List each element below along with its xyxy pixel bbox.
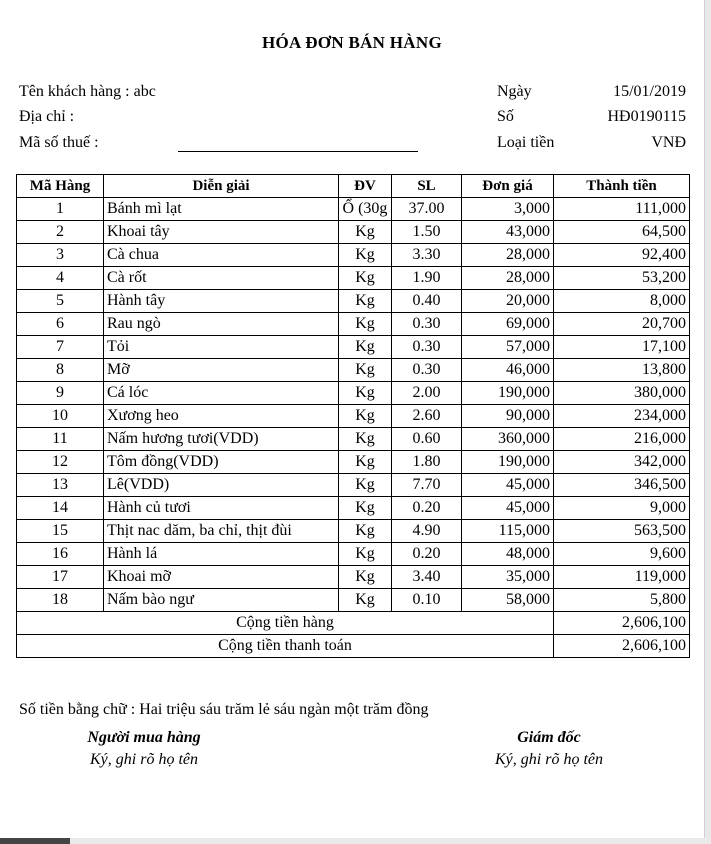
cell-thanh-tien: 342,000 bbox=[554, 451, 690, 474]
table-header-row bbox=[17, 175, 690, 198]
col-header-thanh-tien: Thành tiền bbox=[554, 175, 690, 198]
subtotal-row bbox=[17, 612, 690, 635]
cell-dien-giai: Lê(VDD) bbox=[104, 474, 339, 497]
cell-don-gia: 48,000 bbox=[462, 543, 554, 566]
cell-ma-hang: 14 bbox=[17, 497, 104, 520]
cell-dien-giai: Cá lóc bbox=[104, 382, 339, 405]
cell-ma-hang: 4 bbox=[17, 267, 104, 290]
cell-don-gia: 360,000 bbox=[462, 428, 554, 451]
cell-ma-hang: 16 bbox=[17, 543, 104, 566]
cell-don-gia: 20,000 bbox=[462, 290, 554, 313]
buyer-signature-title: Người mua hàng bbox=[87, 729, 201, 746]
cell-ma-hang: 8 bbox=[17, 359, 104, 382]
cell-don-vi: Kg bbox=[339, 313, 392, 336]
cell-so-luong: 0.30 bbox=[392, 336, 462, 359]
col-header-so-luong: SL bbox=[392, 175, 462, 198]
address-label: Địa chỉ : bbox=[19, 108, 75, 125]
cell-so-luong: 0.10 bbox=[392, 589, 462, 612]
invoice-title: HÓA ĐƠN BÁN HÀNG bbox=[261, 33, 442, 52]
cell-ma-hang: 10 bbox=[17, 405, 104, 428]
table-row bbox=[17, 382, 690, 405]
cell-thanh-tien: 64,500 bbox=[554, 221, 690, 244]
cell-don-gia: 58,000 bbox=[462, 589, 554, 612]
cell-ma-hang: 15 bbox=[17, 520, 104, 543]
cell-ma-hang: 13 bbox=[17, 474, 104, 497]
cell-so-luong: 1.90 bbox=[392, 267, 462, 290]
date-label: Ngày bbox=[497, 83, 532, 100]
cell-dien-giai: Nấm hương tươi(VDD) bbox=[104, 428, 339, 451]
cell-dien-giai: Hành tây bbox=[104, 290, 339, 313]
cell-thanh-tien: 20,700 bbox=[554, 313, 690, 336]
col-header-don-gia: Đơn giá bbox=[462, 175, 554, 198]
table-row bbox=[17, 543, 690, 566]
cell-dien-giai: Tôm đồng(VDD) bbox=[104, 451, 339, 474]
invoice-number-label: Số bbox=[497, 108, 514, 125]
total-row bbox=[17, 635, 690, 658]
cell-dien-giai: Hành lá bbox=[104, 543, 339, 566]
cell-don-vi: Kg bbox=[339, 405, 392, 428]
cell-thanh-tien: 346,500 bbox=[554, 474, 690, 497]
tax-code-blank-line bbox=[178, 151, 418, 152]
cell-don-gia: 90,000 bbox=[462, 405, 554, 428]
cell-ma-hang: 1 bbox=[17, 198, 104, 221]
cell-so-luong: 2.00 bbox=[392, 382, 462, 405]
cell-don-gia: 115,000 bbox=[462, 520, 554, 543]
cell-so-luong: 1.50 bbox=[392, 221, 462, 244]
tax-code-label: Mã số thuế : bbox=[19, 134, 99, 151]
cell-so-luong: 0.20 bbox=[392, 497, 462, 520]
invoice-table bbox=[16, 174, 690, 658]
cell-ma-hang: 5 bbox=[17, 290, 104, 313]
cell-don-vi: Ổ (30g bbox=[339, 198, 392, 221]
cell-thanh-tien: 92,400 bbox=[554, 244, 690, 267]
col-header-dien-giai: Diễn giải bbox=[104, 175, 339, 198]
cell-don-gia: 190,000 bbox=[462, 451, 554, 474]
cell-thanh-tien: 17,100 bbox=[554, 336, 690, 359]
table-row bbox=[17, 198, 690, 221]
subtotal-value: 2,606,100 bbox=[554, 612, 690, 635]
cell-don-vi: Kg bbox=[339, 428, 392, 451]
date-value: 15/01/2019 bbox=[613, 83, 686, 100]
total-value: 2,606,100 bbox=[554, 635, 690, 658]
cell-thanh-tien: 5,800 bbox=[554, 589, 690, 612]
cell-dien-giai: Nấm bào ngư bbox=[104, 589, 339, 612]
cell-don-vi: Kg bbox=[339, 497, 392, 520]
buyer-signature-note: Ký, ghi rõ họ tên bbox=[90, 751, 198, 768]
cell-don-vi: Kg bbox=[339, 566, 392, 589]
cell-thanh-tien: 13,800 bbox=[554, 359, 690, 382]
cell-so-luong: 37.00 bbox=[392, 198, 462, 221]
cell-don-gia: 45,000 bbox=[462, 474, 554, 497]
subtotal-label: Cộng tiền hàng bbox=[17, 612, 554, 635]
table-row bbox=[17, 566, 690, 589]
cell-ma-hang: 17 bbox=[17, 566, 104, 589]
cell-don-gia: 57,000 bbox=[462, 336, 554, 359]
currency-label: Loại tiền bbox=[497, 134, 555, 151]
cell-dien-giai: Xương heo bbox=[104, 405, 339, 428]
cell-don-vi: Kg bbox=[339, 589, 392, 612]
table-row bbox=[17, 589, 690, 612]
cell-so-luong: 4.90 bbox=[392, 520, 462, 543]
cell-don-vi: Kg bbox=[339, 451, 392, 474]
cell-don-vi: Kg bbox=[339, 520, 392, 543]
table-row bbox=[17, 474, 690, 497]
table-row bbox=[17, 359, 690, 382]
invoice-number-value: HĐ0190115 bbox=[607, 108, 686, 125]
col-header-don-vi: ĐV bbox=[339, 175, 392, 198]
cell-dien-giai: Rau ngò bbox=[104, 313, 339, 336]
cell-so-luong: 0.30 bbox=[392, 359, 462, 382]
table-row bbox=[17, 520, 690, 543]
table-row bbox=[17, 313, 690, 336]
cell-thanh-tien: 234,000 bbox=[554, 405, 690, 428]
cell-so-luong: 0.30 bbox=[392, 313, 462, 336]
director-signature-note: Ký, ghi rõ họ tên bbox=[495, 751, 603, 768]
cell-don-gia: 28,000 bbox=[462, 267, 554, 290]
cell-dien-giai: Thịt nac dăm, ba chỉ, thịt đùi bbox=[104, 520, 339, 543]
cell-don-vi: Kg bbox=[339, 336, 392, 359]
cell-thanh-tien: 53,200 bbox=[554, 267, 690, 290]
cell-thanh-tien: 9,000 bbox=[554, 497, 690, 520]
cell-dien-giai: Khoai tây bbox=[104, 221, 339, 244]
cell-don-gia: 35,000 bbox=[462, 566, 554, 589]
cell-so-luong: 7.70 bbox=[392, 474, 462, 497]
table-row bbox=[17, 336, 690, 359]
cell-don-vi: Kg bbox=[339, 543, 392, 566]
cell-don-gia: 190,000 bbox=[462, 382, 554, 405]
cell-dien-giai: Khoai mỡ bbox=[104, 566, 339, 589]
cell-so-luong: 0.20 bbox=[392, 543, 462, 566]
cell-thanh-tien: 111,000 bbox=[554, 198, 690, 221]
window-right-edge bbox=[704, 0, 711, 844]
table-row bbox=[17, 244, 690, 267]
amount-in-words: Số tiền bằng chữ : Hai triệu sáu trăm lẻ sáu ngàn một trăm đồng bbox=[19, 701, 429, 718]
cell-thanh-tien: 380,000 bbox=[554, 382, 690, 405]
cell-so-luong: 3.30 bbox=[392, 244, 462, 267]
cell-ma-hang: 18 bbox=[17, 589, 104, 612]
cell-thanh-tien: 8,000 bbox=[554, 290, 690, 313]
cell-ma-hang: 7 bbox=[17, 336, 104, 359]
cell-don-gia: 69,000 bbox=[462, 313, 554, 336]
table-row bbox=[17, 267, 690, 290]
cell-so-luong: 0.40 bbox=[392, 290, 462, 313]
cell-don-vi: Kg bbox=[339, 359, 392, 382]
cell-don-vi: Kg bbox=[339, 244, 392, 267]
table-row bbox=[17, 497, 690, 520]
cell-don-gia: 46,000 bbox=[462, 359, 554, 382]
cell-ma-hang: 11 bbox=[17, 428, 104, 451]
cell-don-gia: 45,000 bbox=[462, 497, 554, 520]
cell-thanh-tien: 9,600 bbox=[554, 543, 690, 566]
cell-don-vi: Kg bbox=[339, 221, 392, 244]
cell-so-luong: 2.60 bbox=[392, 405, 462, 428]
table-row bbox=[17, 405, 690, 428]
cell-dien-giai: Hành củ tươi bbox=[104, 497, 339, 520]
cell-ma-hang: 6 bbox=[17, 313, 104, 336]
window-bottom-tab bbox=[0, 838, 70, 844]
cell-so-luong: 1.80 bbox=[392, 451, 462, 474]
cell-don-gia: 28,000 bbox=[462, 244, 554, 267]
cell-ma-hang: 3 bbox=[17, 244, 104, 267]
customer-name: Tên khách hàng : abc bbox=[19, 83, 156, 100]
table-row bbox=[17, 290, 690, 313]
cell-dien-giai: Cà rốt bbox=[104, 267, 339, 290]
table-row bbox=[17, 451, 690, 474]
cell-dien-giai: Mỡ bbox=[104, 359, 339, 382]
cell-don-vi: Kg bbox=[339, 474, 392, 497]
cell-thanh-tien: 216,000 bbox=[554, 428, 690, 451]
currency-value: VNĐ bbox=[651, 134, 686, 151]
total-label: Cộng tiền thanh toán bbox=[17, 635, 554, 658]
cell-ma-hang: 12 bbox=[17, 451, 104, 474]
cell-so-luong: 3.40 bbox=[392, 566, 462, 589]
cell-thanh-tien: 563,500 bbox=[554, 520, 690, 543]
table-row bbox=[17, 428, 690, 451]
window-bottom-edge bbox=[0, 838, 711, 844]
cell-don-vi: Kg bbox=[339, 290, 392, 313]
cell-thanh-tien: 119,000 bbox=[554, 566, 690, 589]
cell-don-gia: 43,000 bbox=[462, 221, 554, 244]
cell-don-vi: Kg bbox=[339, 382, 392, 405]
col-header-ma-hang: Mã Hàng bbox=[17, 175, 104, 198]
cell-don-vi: Kg bbox=[339, 267, 392, 290]
cell-so-luong: 0.60 bbox=[392, 428, 462, 451]
cell-dien-giai: Cà chua bbox=[104, 244, 339, 267]
cell-ma-hang: 2 bbox=[17, 221, 104, 244]
cell-dien-giai: Bánh mì lạt bbox=[104, 198, 339, 221]
cell-don-gia: 3,000 bbox=[462, 198, 554, 221]
table-row bbox=[17, 221, 690, 244]
cell-ma-hang: 9 bbox=[17, 382, 104, 405]
director-signature-title: Giám đốc bbox=[517, 729, 581, 746]
cell-dien-giai: Tỏi bbox=[104, 336, 339, 359]
